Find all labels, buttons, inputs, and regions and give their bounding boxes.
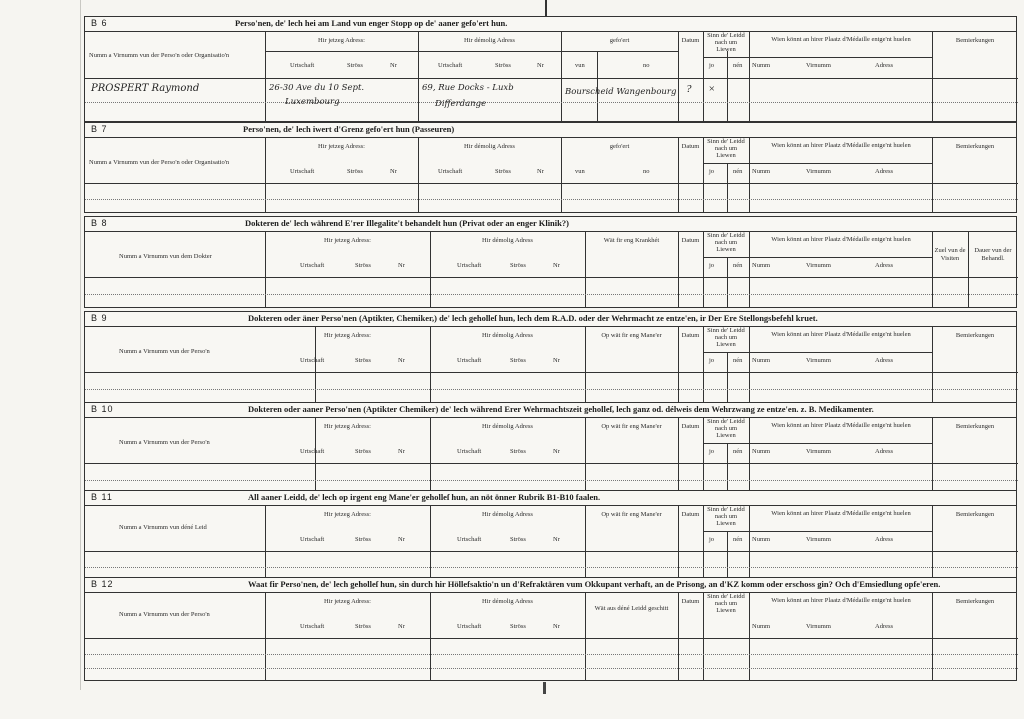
col-medal-header: Wien könnt an hirer Plaatz d'Médaille entge'nt huelen [771,236,911,243]
entry-former-address-line1[interactable]: 69, Rue Docks - Luxb [422,83,514,93]
sub-firstname: Virnumm [806,536,831,543]
col-duration-header: Dauer vun der Behandl. [974,247,1012,262]
sub-nr: Nr [553,536,560,543]
sub-no: nén [733,168,743,175]
entry-current-address-line1[interactable]: 26-30 Ave du 10 Sept. [269,83,365,93]
sub-urtschaft: Urtschaft [438,62,463,69]
sub-surname: Numm [752,448,771,455]
sub-firstname: Virnumm [806,623,831,630]
sub-yes: jo [709,262,715,269]
sub-nr: Nr [398,536,405,543]
col-alive-header: Sinn de' Leidd nach um Liewen [707,593,745,614]
sub-address: Adress [875,62,894,69]
sub-urtschaft: Urtschaft [300,262,325,269]
section-title: Perso'nen, de' lech iwert d'Grenz gefo'ert hun (Passeuren) [243,124,455,134]
col-alive-header: Sinn de' Leidd nach um Liewen [707,506,745,527]
sub-urtschaft: Urtschaft [300,623,325,630]
col-date-header: Datum [681,237,700,244]
section-header [85,403,1016,418]
sub-surname: Numm [752,262,771,269]
section-code: B 6 [91,18,108,28]
sub-to: no [643,168,650,175]
col-manner-header: Op wät fir eng Mane'er [601,423,662,430]
sub-surname: Numm [752,62,771,69]
col-current-address-header: Hir jetzeg Adress: [324,237,371,244]
sub-surname: Numm [752,357,771,364]
sub-to: no [643,62,650,69]
sub-nr: Nr [390,62,397,69]
page-fold-line [80,0,81,690]
section-title: All aaner Leidd, de' lech op irgent eng Mane'er geholleſ hun, an nöt önner Rubrik B1-B10 faalen. [248,492,601,502]
section-b11 [84,490,1017,580]
sub-stross: Ströss [355,536,371,543]
col-alive-header: Sinn de' Leidd nach um Liewen [707,418,745,439]
col-visits-header: Zuel vun de Visiten [934,247,966,262]
sub-firstname: Virnumm [806,448,831,455]
sub-no: nén [733,262,743,269]
col-manner-header: Op wät fir eng Mane'er [601,332,662,339]
sub-stross: Ströss [510,262,526,269]
sub-address: Adress [875,448,894,455]
sub-yes: jo [709,357,715,364]
entry-current-address-line2[interactable]: Luxembourg [285,97,340,107]
sub-address: Adress [875,536,894,543]
sub-yes: jo [709,62,715,69]
section-code: B 10 [91,404,114,414]
col-current-address-header: Hir jetzeg Adress: [324,598,371,605]
sub-nr: Nr [398,448,405,455]
col-remarks-header: Bemierkungen [955,423,995,430]
sub-urtschaft: Urtschaft [438,168,463,175]
col-remarks-header: Bemierkungen [955,511,995,518]
sub-address: Adress [875,262,894,269]
section-header [85,123,1016,138]
col-name-header: Numm a Virnumm vun der Perso'n oder Organisatio'n [89,159,230,166]
section-code: B 9 [91,313,108,323]
sub-no: nén [733,62,743,69]
sub-nr: Nr [553,448,560,455]
sub-nr: Nr [537,168,544,175]
sub-urtschaft: Urtschaft [457,623,482,630]
section-header [85,312,1016,327]
sub-address: Adress [875,168,894,175]
col-alive-header: Sinn de' Leidd nach um Liewen [707,138,745,159]
sub-stross: Ströss [347,62,363,69]
sub-yes: jo [709,448,715,455]
col-date-header: Datum [681,598,700,605]
sub-no: nén [733,357,743,364]
section-b12 [84,577,1017,681]
col-name-header: Numm a Virnumm vun der Perso'n [119,611,210,618]
sub-firstname: Virnumm [806,168,831,175]
entry-alive-tick[interactable]: × [708,83,716,95]
col-date-header: Datum [681,143,700,150]
sub-nr: Nr [553,262,560,269]
section-b10 [84,402,1017,494]
section-b8 [84,216,1017,308]
sub-urtschaft: Urtschaft [300,536,325,543]
col-former-address-header: Hir démolig Adress [482,332,533,339]
section-title: Perso'nen, de' lech hei am Land vun enger Stopp op de' aaner gefo'ert hun. [235,18,508,28]
fold-mark-top [545,0,547,17]
sub-yes: jo [709,536,715,543]
section-header [85,217,1016,232]
col-alive-header: Sinn de' Leidd nach um Liewen [707,232,745,253]
col-former-address-header: Hir démolig Adress [482,511,533,518]
sub-urtschaft: Urtschaft [457,262,482,269]
col-current-address-header: Hir jetzeg Adress: [318,37,365,44]
col-medal-header: Wien könnt an hirer Plaatz d'Médaille entge'nt huelen [771,510,911,517]
section-b7 [84,122,1017,213]
sub-nr: Nr [553,357,560,364]
sub-urtschaft: Urtschaft [290,168,315,175]
sub-nr: Nr [398,623,405,630]
col-medal-header: Wien könnt an hirer Plaatz d'Médaille entge'nt huelen [771,422,911,429]
col-manner-header: Op wät fir eng Mane'er [601,511,662,518]
col-current-address-header: Hir jetzeg Adress: [324,511,371,518]
section-header [85,17,1016,32]
col-remarks-header: Bemierkungen [955,332,995,339]
sub-nr: Nr [390,168,397,175]
col-current-address-header: Hir jetzeg Adress: [324,423,371,430]
entry-route[interactable]: Bourscheid Wangenbourg [565,87,677,97]
section-code: B 8 [91,218,108,228]
section-b9 [84,311,1017,403]
section-title: Dokteren oder äner Perso'nen (Aptikter, Chemiker,) de' lech geholleſ hun, lech dem R.A.D. oder der Wehrmacht ze entze'en, ir Der Ere Stellongsbefehl kruet. [248,313,818,323]
col-current-address-header: Hir jetzeg Adress: [324,332,371,339]
col-name-header: Numm a Virnumm vun der Perso'n oder Organisatio'n [89,52,230,59]
sub-urtschaft: Urtschaft [457,357,482,364]
col-illness-header: Wät fir eng Krankhét [603,237,660,244]
sub-surname: Numm [752,623,771,630]
sub-from: vun [575,168,585,175]
col-name-header: Numm a Virnumm vun der Perso'n [119,439,210,446]
col-medal-header: Wien könnt an hirer Plaatz d'Médaille entge'nt huelen [771,142,911,149]
col-date-header: Datum [681,37,700,44]
col-date-header: Datum [681,423,700,430]
sub-surname: Numm [752,536,771,543]
col-alive-header: Sinn de' Leidd nach um Liewen [707,327,745,348]
col-name-header: Numm a Virnumm vun déné Leid [119,524,207,531]
sub-stross: Ströss [355,262,371,269]
sub-address: Adress [875,357,894,364]
section-code: B 7 [91,124,108,134]
sub-stross: Ströss [495,168,511,175]
entry-name[interactable]: PROSPERT Raymond [91,83,200,94]
sub-no: nén [733,536,743,543]
col-doctor-name-header: Numm a Virnumm vun dem Dokter [119,253,212,260]
sub-urtschaft: Urtschaft [457,536,482,543]
sub-nr: Nr [398,262,405,269]
sub-from: vun [575,62,585,69]
col-medal-header: Wien könnt an hirer Plaatz d'Médaille entge'nt huelen [771,36,911,43]
col-transported-header: gefo'ert [609,37,630,44]
entry-former-address-line2[interactable]: Differdange [435,99,487,109]
sub-surname: Numm [752,168,771,175]
section-b6 [84,16,1017,122]
sub-address: Adress [875,623,894,630]
sub-urtschaft: Urtschaft [457,448,482,455]
col-date-header: Datum [681,511,700,518]
col-former-address-header: Hir démolig Adress [482,598,533,605]
col-former-address-header: Hir démolig Adress [482,237,533,244]
sub-urtschaft: Urtschaft [290,62,315,69]
section-title: Dokteren oder aaner Perso'nen (Aptikter Chemiker) de' lech während Erer Wehrmachtszeit geholleſ, lech ganz od. délweis dem Wehrzwang ze entze'en. z. B. Medikamenter. [248,404,874,414]
sub-firstname: Virnumm [806,62,831,69]
section-header [85,491,1016,506]
sub-stross: Ströss [510,448,526,455]
questionnaire-form [84,16,1017,684]
col-former-address-header: Hir démolig Adress [464,143,515,150]
col-former-address-header: Hir démolig Adress [464,37,515,44]
sub-firstname: Virnumm [806,357,831,364]
col-remarks-header: Bemierkungen [955,143,995,150]
col-medal-header: Wien könnt an hirer Plaatz d'Médaille entge'nt huelen [771,597,911,604]
col-fate-header: Wät aus déné Leidd geschitt [594,605,669,612]
entry-date[interactable]: ? [686,83,692,95]
col-date-header: Datum [681,332,700,339]
sub-stross: Ströss [495,62,511,69]
section-code: B 11 [91,492,113,502]
sub-nr: Nr [553,623,560,630]
section-code: B 12 [91,579,114,589]
sub-nr: Nr [537,62,544,69]
col-alive-header: Sinn de' Leidd nach um Liewen [707,32,745,53]
sub-stross: Ströss [355,448,371,455]
col-remarks-header: Bemierkungen [955,37,995,44]
section-title: Waat fir Perso'nen, de' lech geholleſ hun, sin durch hir Höllefsaktio'n un d'Refraktären vum Okkupant verhaft, an de Prisong, an d'KZ komm oder erschoss gin? Och d'Emsiedlung opfe'eren. [248,579,941,589]
sub-stross: Ströss [355,357,371,364]
sub-yes: jo [709,168,715,175]
col-current-address-header: Hir jetzeg Adress: [318,143,365,150]
col-transported-header: gefo'ert [609,143,630,150]
col-medal-header: Wien könnt an hirer Plaatz d'Médaille entge'nt huelen [771,331,911,338]
sub-urtschaft: Urtschaft [300,357,325,364]
sub-stross: Ströss [510,357,526,364]
sub-stross: Ströss [510,536,526,543]
sub-urtschaft: Urtschaft [300,448,325,455]
sub-firstname: Virnumm [806,262,831,269]
section-header [85,578,1016,593]
col-former-address-header: Hir démolig Adress [482,423,533,430]
sub-no: nén [733,448,743,455]
col-name-header: Numm a Virnumm vun der Perso'n [119,348,210,355]
sub-stross: Ströss [355,623,371,630]
sub-stross: Ströss [347,168,363,175]
sub-stross: Ströss [510,623,526,630]
sub-nr: Nr [398,357,405,364]
col-remarks-header: Bemierkungen [955,598,995,605]
section-title: Dokteren de' lech während E'rer Illegalite't behandelt hun (Privat oder an enger Klinik?) [245,218,569,228]
